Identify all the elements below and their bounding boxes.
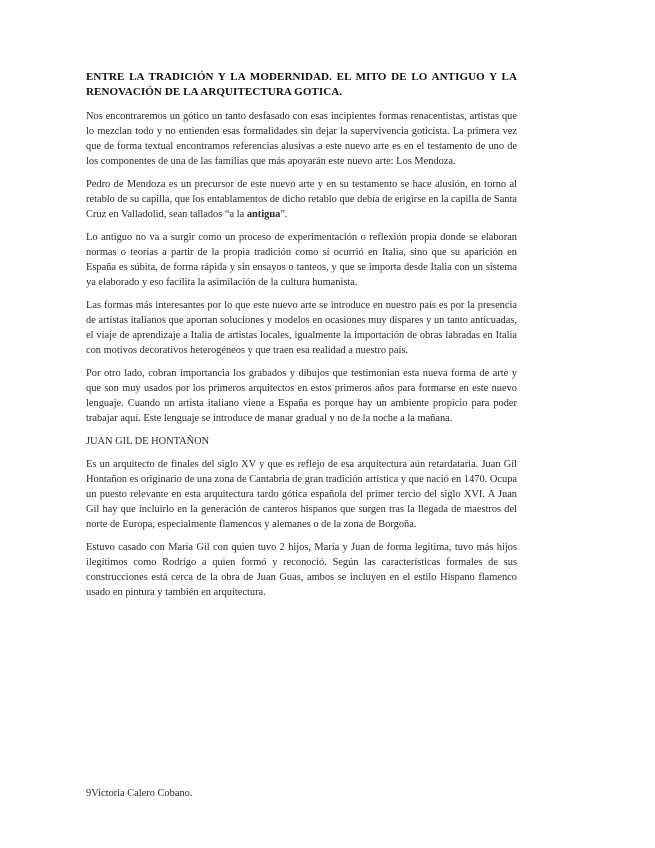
paragraph-pedro-mendoza xyxy=(86,177,517,222)
section-heading-juan-gil: JUAN GIL DE HONTAÑON xyxy=(86,436,210,447)
paragraph-formas: Las formas más interesantes por lo que este nuevo arte se introduce en nuestro país es por la presencia de artistas italianos que aportan soluciones y modelos en ocasiones muy dispares y un tanto anticuadas, el viaje de aprendizaje a Italia de artistas locales, igualmente la importación de obras labradas en Italia con motivos decorativos heterogéneos y que traen esa realidad a nuestro país. xyxy=(86,300,517,356)
paragraph-grabados: Por otro lado, cobran importancia los grabados y dibujos que testimonian esta nueva forma de arte y que son muy usados por los primeros arquitectos en estos primeros años para formarse en este nuevo lenguaje. Cuando un artista italiano viene a España es porque hay un ambiente propicio para poder trabajar aquí. Este lenguaje se introduce de manar gradual y no de la noche a la mañana. xyxy=(86,368,517,424)
mendoza-text-after: ”. xyxy=(280,209,288,220)
paragraph-juan-gil-family: Estuvo casado con María Gil con quien tuvo 2 hijos, María y Juan de forma legitima, tuvo más hijos ilegítimos como Rodrigo a quien formó y reconoció. Según las características formales de sus construcciones está cerca de la obra de Juan Guas, ambos se incluyen en el estilo Hispano flamenco usado en pintura y también en arquitectura. xyxy=(86,542,517,598)
paragraph-juan-gil-bio: Es un arquitecto de finales del siglo XV y que es reflejo de esa arquitectura aún retardataria. Juan Gil Hontañon es originario de una zona de Cantabria de gran tradición artística y que nació en 1470. Ocupa un puesto relevante en esta arquitectura tardo gótica española del primer tercio del siglo XVI. A Juan Gil hay que incluirlo en la generación de canteros hispanos que surgen tras la llegada de maestros del norte de Europa, especialmente flamencos y alemanes o de la zona de Borgoña. xyxy=(86,459,517,530)
page-footer: 9Victoria Calero Cobano. xyxy=(86,788,193,799)
document-page xyxy=(86,70,517,608)
mendoza-text-before: Pedro de Mendoza es un precursor de este nuevo arte y en su testamento se hace alusión, en torno al retablo de su capilla, que los entablamentos de dicho retablo que debía de erigirse en la capilla de Santa Cruz en Valladolid, sean tallados “a la xyxy=(86,179,517,220)
paragraph-lo-antiguo: Lo antiguo no va a surgir como un proceso de experimentación o reflexión propia donde se elaboran normas o teorías a partir de la propia tradición como sí ocurrió en Italia, sino que su aparición en España es súbita, de forma rápida y sin ensayos o tanteos, y que se importa desde Italia con un sistema ya elaborado y eso facilita la asimilación de la cultura humanista. xyxy=(86,232,517,288)
paragraph-gothic-intro: Nos encontraremos un gótico un tanto desfasado con esas incipientes formas renacentistas, artistas que lo mezclan todo y no entienden esas formalidades sin dejar la supervivencia goticista. La primera vez que de forma textual encontramos referencias alusivas a este nuevo arte es en el testamento de uno de los componentes de una de las familias que más apoyarán este nuevo arte: Los Mendoza. xyxy=(86,111,517,167)
document-title: ENTRE LA TRADICIÓN Y LA MODERNIDAD. EL MITO DE LO ANTIGUO Y LA RENOVACIÓN DE LA ARQUITECTURA GOTICA. xyxy=(86,71,517,98)
mendoza-emphasis: antigua xyxy=(246,209,281,220)
